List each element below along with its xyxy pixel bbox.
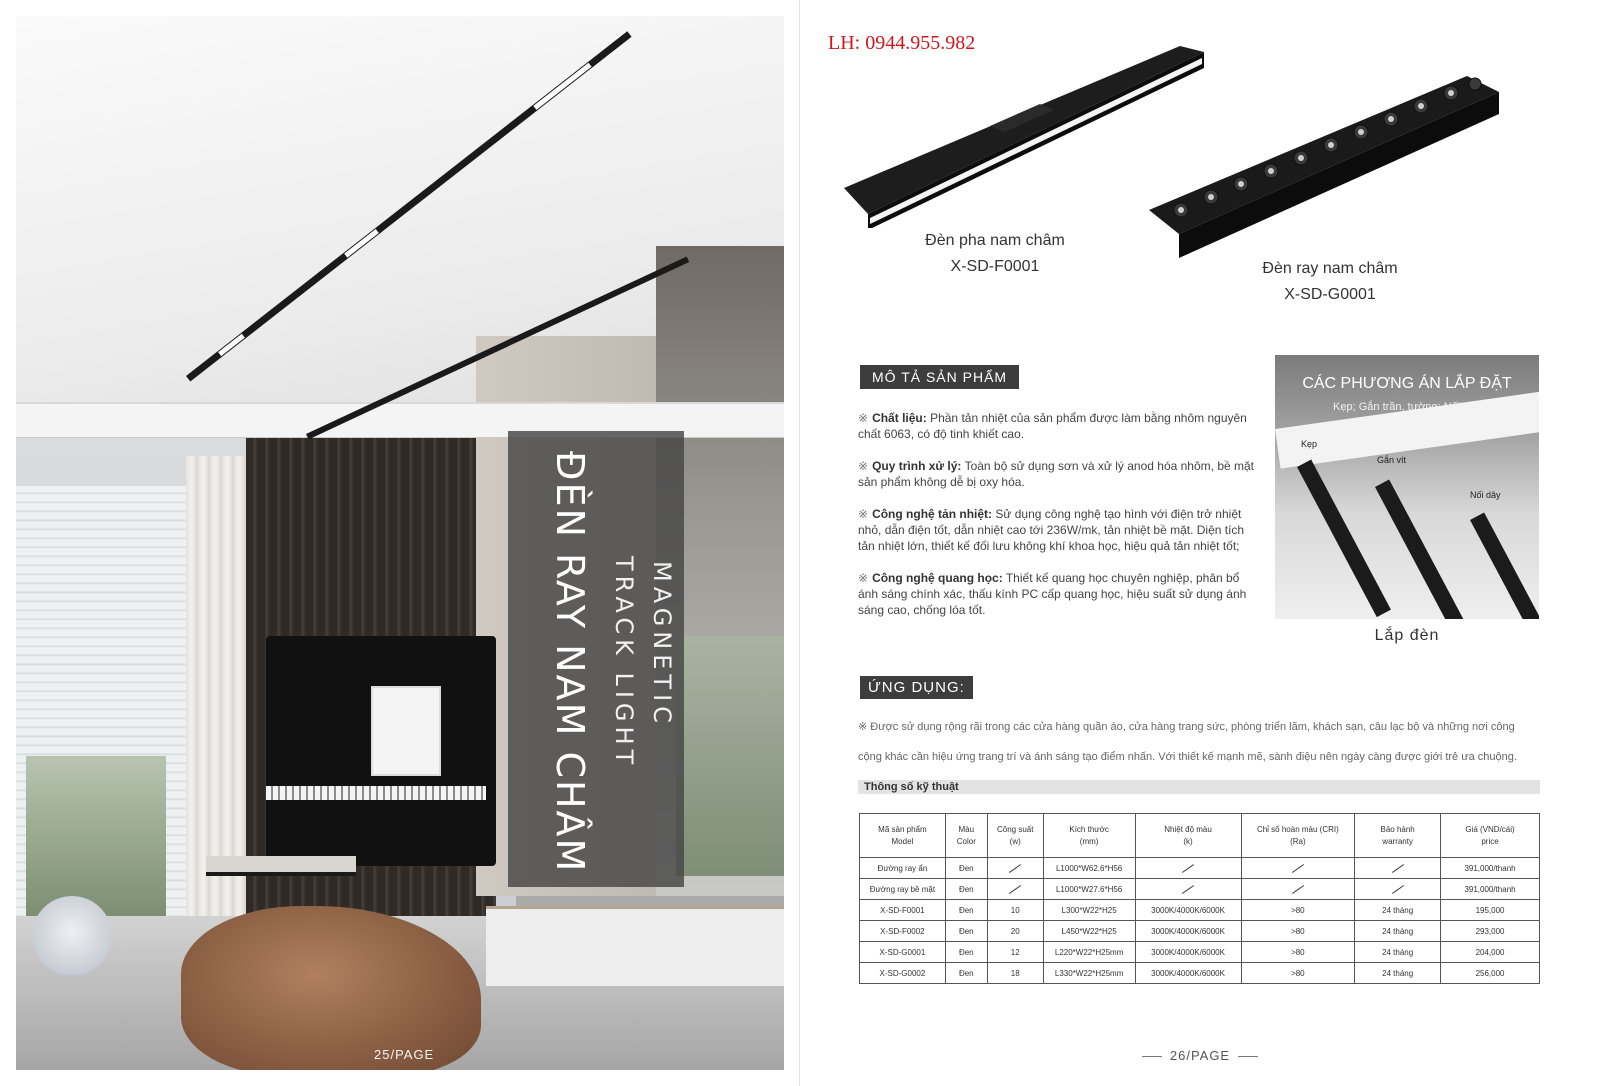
- product-description: [858, 410, 1262, 634]
- title-vn: ĐÈN RAY NAM CHÂM: [548, 451, 592, 874]
- table-row: X-SD-F0001 Đen 10 L300*W22*H25 3000K/4000K/6000K >80 24 tháng 195,000: [860, 900, 1540, 921]
- not-applicable-mark: [1392, 885, 1404, 894]
- column-header: Giá (VND/cái) price: [1441, 814, 1540, 858]
- not-applicable-mark: [1009, 885, 1021, 894]
- not-applicable-mark: [1182, 864, 1194, 873]
- application-heading: ỨNG DỤNG:: [860, 676, 973, 699]
- title-en-line2: TRACK LIGHT: [610, 556, 638, 770]
- column-header: Nhiệt độ màu (k): [1135, 814, 1241, 858]
- not-applicable-mark: [1392, 864, 1404, 873]
- description-item: ※ Chất liệu: Phần tản nhiệt của sản phẩm được làm bằng nhôm nguyên chất 6063, có độ tinh khiết cao.: [858, 411, 1247, 441]
- description-item: ※ Quy trình xử lý: Toàn bộ sử dụng sơn và xử lý anod hóa nhôm, bề mặt sản phẩm không dễ bị oxy hóa.: [858, 459, 1255, 489]
- tv-cabinet: [486, 906, 784, 986]
- column-header: Công suất (w): [987, 814, 1043, 858]
- table-row: Đường ray ẩn Đen L1000*W62.6*H56 391,000/thanh: [860, 858, 1540, 879]
- not-applicable-mark: [1292, 864, 1304, 873]
- title-overlay: [508, 431, 684, 887]
- description-heading: MÔ TẢ SẢN PHẨM: [860, 365, 1019, 389]
- column-header: Chỉ số hoàn màu (CRI) (Ra): [1241, 814, 1355, 858]
- product-code: X-SD-G0001: [1284, 286, 1376, 303]
- curtain: [186, 456, 246, 956]
- not-applicable-mark: [1182, 885, 1194, 894]
- spec-title: Thông số kỹ thuật: [864, 781, 959, 793]
- column-header: Màu Color: [945, 814, 987, 858]
- spec-title-bar: [858, 780, 1540, 794]
- not-applicable-mark: [1292, 885, 1304, 894]
- product-code: X-SD-F0001: [950, 258, 1040, 275]
- spec-header-row: [860, 814, 1540, 858]
- not-applicable-mark: [1009, 864, 1021, 873]
- product-image-grille-light: [1145, 70, 1505, 270]
- column-header: Kích thước (mm): [1043, 814, 1135, 858]
- column-header: Mã sản phẩm Model: [860, 814, 946, 858]
- install-label-screw: Gắn vít: [1377, 455, 1407, 465]
- product-caption-2: [1230, 256, 1430, 308]
- table-row: Đường ray bề mặt Đen L1000*W27.6*H56 391,000/thanh: [860, 879, 1540, 900]
- installation-title: CÁC PHƯƠNG ÁN LẮP ĐẶT: [1302, 375, 1512, 392]
- table-row: X-SD-F0002 Đen 20 L450*W22*H25 3000K/4000K/6000K >80 24 tháng 293,000: [860, 921, 1540, 942]
- page-number-left: 25/PAGE: [374, 1047, 435, 1062]
- description-item: ※ Công nghệ quang học: Thiết kế quang học chuyên nghiệp, phân bổ ánh sáng chính xác, thấu kính PC cấp quang học, hiệu suất sử dụng ánh sáng cao, chống lóa tốt.: [858, 571, 1247, 617]
- title-en-line1: MAGNETIC: [648, 561, 676, 728]
- piano-bench: [206, 856, 356, 876]
- page-number-right: 26/PAGE: [800, 1048, 1600, 1063]
- product-caption-1: [870, 228, 1120, 280]
- product-name: Đèn ray nam châm: [1262, 260, 1398, 277]
- application-text: ※ Được sử dụng rộng rãi trong các cửa hàng quần áo, cửa hàng trang sức, phòng triển lãm, khách sạn, câu lạc bộ và những nơi công cộng khác cần hiệu ứng trang trí và ánh sáng tạo điểm nhấn. Với thiết kế mạnh mẽ, sành điệu nên ngày càng được giới trẻ ưa chuộng.: [858, 721, 1517, 763]
- product-name: Đèn pha nam châm: [925, 232, 1065, 249]
- installation-image: [1275, 355, 1539, 619]
- interior-photo: [16, 16, 784, 1070]
- install-label-wire: Nối dây: [1470, 490, 1501, 500]
- installation-subtitle: Kẹp; Gắn trần, tường; Nối dây: [1333, 401, 1481, 413]
- spec-table: [859, 813, 1540, 984]
- installation-caption: Lắp đèn: [1374, 627, 1440, 644]
- teddy-bear: [32, 896, 112, 976]
- install-label-clip: Kẹp: [1301, 439, 1318, 449]
- table-row: X-SD-G0001 Đen 12 L220*W22*H25mm 3000K/4000K/6000K >80 24 tháng 204,000: [860, 942, 1540, 963]
- description-item: ※ Công nghệ tản nhiệt: Sử dụng công nghệ tạo hình với điện trở nhiệt nhỏ, dẫn điện tốt, dẫn nhiệt cao tới 236W/mk, tản nhiệt bề mặt. Diện tích tản nhiệt lớn, thiết kế đối lưu không khí khoa học, hiệu quả tản nhiệt tốt;: [858, 507, 1245, 553]
- contact-phone[interactable]: LH: 0944.955.982: [828, 32, 976, 54]
- table-row: X-SD-G0002 Đen 18 L330*W22*H25mm 3000K/4000K/6000K >80 24 tháng 256,000: [860, 963, 1540, 984]
- column-header: Bảo hành warranty: [1355, 814, 1441, 858]
- right-page: [800, 0, 1600, 1086]
